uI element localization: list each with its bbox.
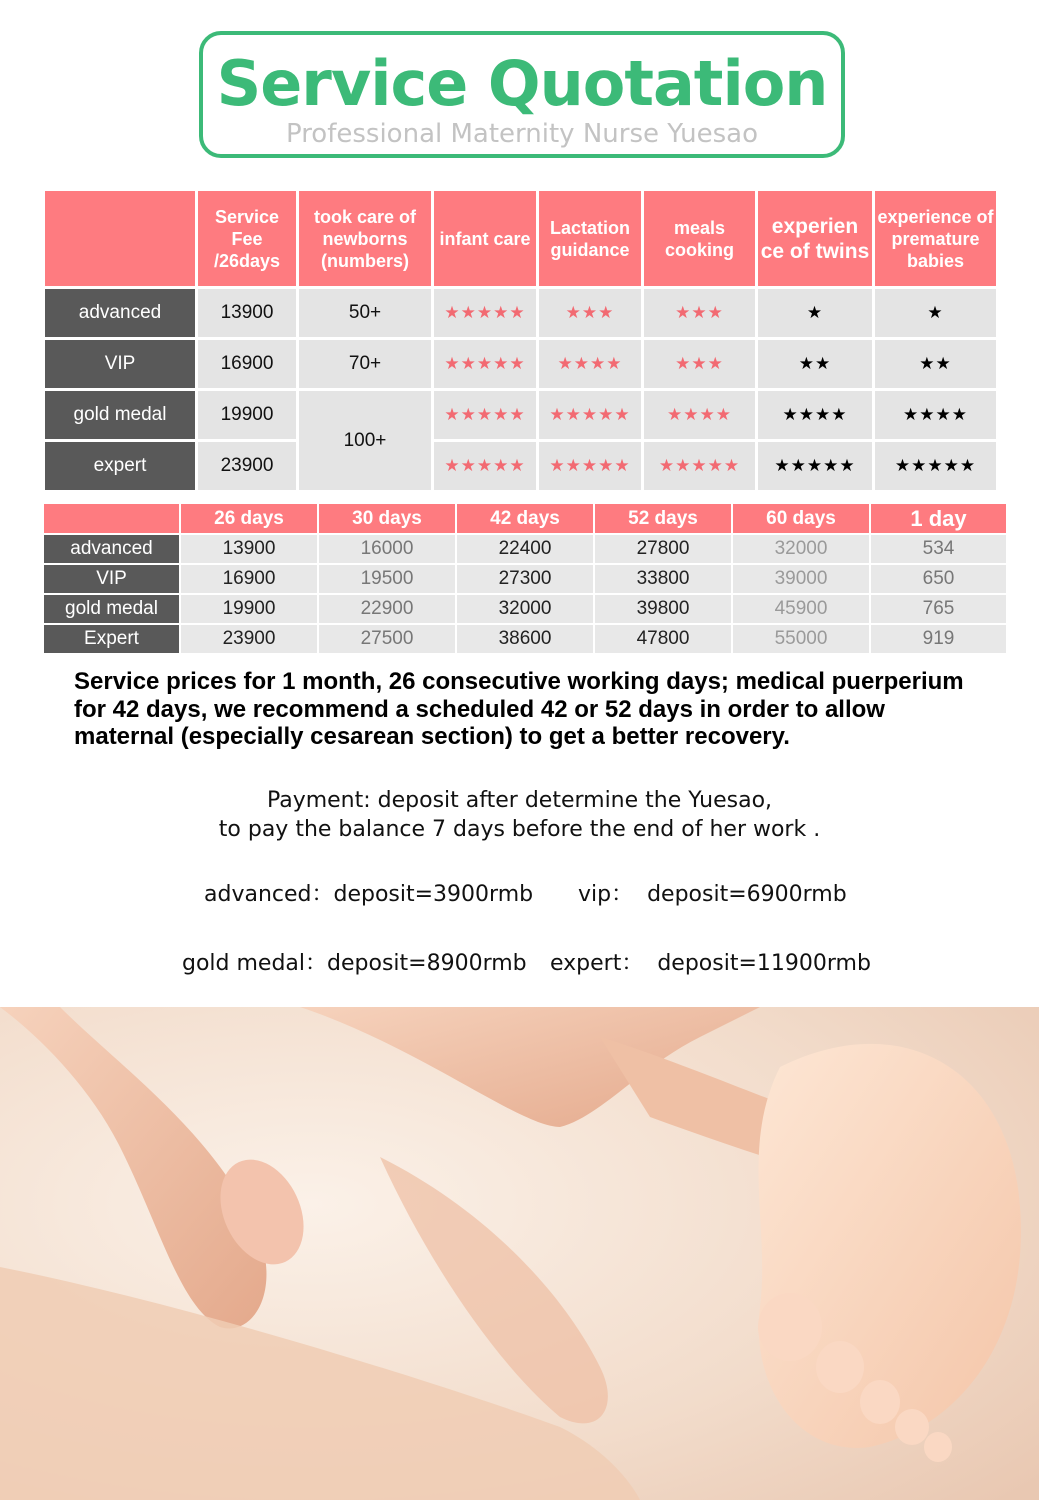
price-table xyxy=(42,502,1008,655)
star-rating: ★★★★★ xyxy=(644,442,755,490)
service-note: Service prices for 1 month, 26 consecutive working days; medical puerperium for 42 days, we recommend a scheduled 42 or 52 days in order to allow maternal (especially cesarean section) to get a better recovery. xyxy=(74,668,964,750)
newborns-cell: 70+ xyxy=(299,340,431,388)
row-label: VIP xyxy=(45,340,195,388)
price-cell: 32000 xyxy=(457,595,593,623)
price-cell: 16900 xyxy=(181,565,317,593)
star-rating: ★★★★★ xyxy=(539,391,641,439)
header-60-days: 60 days xyxy=(733,504,869,533)
header-service-fee: Service Fee /26days xyxy=(198,191,296,286)
star-rating: ★★★★ xyxy=(875,391,996,439)
star-rating: ★★★ xyxy=(539,289,641,337)
price-cell: 919 xyxy=(871,625,1006,653)
star-rating: ★★★★ xyxy=(539,340,641,388)
header-26-days: 26 days xyxy=(181,504,317,533)
price-cell: 27500 xyxy=(319,625,455,653)
price-cell: 765 xyxy=(871,595,1006,623)
star-rating: ★★★ xyxy=(644,289,755,337)
table-row xyxy=(44,595,1006,623)
deposit-vip: vip： deposit=6900rmb xyxy=(578,882,847,907)
header-twins: experien ce of twins xyxy=(758,191,872,286)
table-row xyxy=(44,625,1006,653)
features-table xyxy=(42,188,999,493)
payment-line-2: to pay the balance 7 days before the end of her work . xyxy=(218,817,821,842)
price-cell: 23900 xyxy=(181,625,317,653)
table-row xyxy=(45,391,996,439)
star-rating: ★★★★★ xyxy=(539,442,641,490)
header-meals: meals cooking xyxy=(644,191,755,286)
header-premature: experience of premature babies xyxy=(875,191,996,286)
header-lactation: Lactation guidance xyxy=(539,191,641,286)
header-42-days: 42 days xyxy=(457,504,593,533)
header-1-day: 1 day xyxy=(871,504,1006,533)
deposit-advanced: advanced：deposit=3900rmb xyxy=(204,882,534,907)
price-cell: 45900 xyxy=(733,595,869,623)
price-cell: 55000 xyxy=(733,625,869,653)
payment-line-1: Payment: deposit after determine the Yuesao, xyxy=(266,788,773,813)
page-subtitle: Professional Maternity Nurse Yuesao xyxy=(285,119,759,149)
price-cell: 19900 xyxy=(181,595,317,623)
price-cell: 19500 xyxy=(319,565,455,593)
row-label: Expert xyxy=(44,625,179,653)
price-cell: 27300 xyxy=(457,565,593,593)
price-cell: 534 xyxy=(871,535,1006,563)
star-rating: ★ xyxy=(875,289,996,337)
star-rating: ★★★★ xyxy=(758,391,872,439)
price-cell: 39000 xyxy=(733,565,869,593)
price-cell: 38600 xyxy=(457,625,593,653)
page-title: Service Quotation xyxy=(216,47,828,120)
header-blank-cell xyxy=(45,191,195,286)
price-cell: 47800 xyxy=(595,625,731,653)
price-cell: 22900 xyxy=(319,595,455,623)
deposit-expert: expert： deposit=11900rmb xyxy=(550,951,871,976)
star-rating: ★★ xyxy=(875,340,996,388)
fee-cell: 13900 xyxy=(198,289,296,337)
header-52-days: 52 days xyxy=(595,504,731,533)
star-rating: ★★★★★ xyxy=(434,391,536,439)
row-label: expert xyxy=(45,442,195,490)
table-row xyxy=(45,340,996,388)
deposit-gold-medal: gold medal：deposit=8900rmb xyxy=(182,951,527,976)
star-rating: ★★★★★ xyxy=(434,442,536,490)
price-cell: 27800 xyxy=(595,535,731,563)
newborns-cell: 100+ xyxy=(299,391,431,490)
star-rating: ★ xyxy=(758,289,872,337)
row-label: VIP xyxy=(44,565,179,593)
row-label: gold medal xyxy=(45,391,195,439)
row-label: advanced xyxy=(45,289,195,337)
fee-cell: 19900 xyxy=(198,391,296,439)
fee-cell: 23900 xyxy=(198,442,296,490)
star-rating: ★★★★★ xyxy=(434,340,536,388)
table-row xyxy=(45,442,996,490)
fee-cell: 16900 xyxy=(198,340,296,388)
price-cell: 650 xyxy=(871,565,1006,593)
baby-foot-photo xyxy=(0,1007,1039,1500)
price-cell: 16000 xyxy=(319,535,455,563)
price-cell: 39800 xyxy=(595,595,731,623)
title-banner xyxy=(199,31,845,158)
star-rating: ★★★★★ xyxy=(434,289,536,337)
star-rating: ★★★★ xyxy=(644,391,755,439)
price-cell: 33800 xyxy=(595,565,731,593)
price-cell: 32000 xyxy=(733,535,869,563)
table-row xyxy=(44,535,1006,563)
star-rating: ★★★★★ xyxy=(758,442,872,490)
header-newborns: took care of newborns (numbers) xyxy=(299,191,431,286)
row-label: advanced xyxy=(44,535,179,563)
price-cell: 13900 xyxy=(181,535,317,563)
star-rating: ★★ xyxy=(758,340,872,388)
header-infant-care: infant care xyxy=(434,191,536,286)
table-row xyxy=(44,565,1006,593)
header-30-days: 30 days xyxy=(319,504,455,533)
table-row xyxy=(45,289,996,337)
newborns-cell: 50+ xyxy=(299,289,431,337)
star-rating: ★★★ xyxy=(644,340,755,388)
header-blank-cell xyxy=(44,504,179,533)
row-label: gold medal xyxy=(44,595,179,623)
price-cell: 22400 xyxy=(457,535,593,563)
star-rating: ★★★★★ xyxy=(875,442,996,490)
